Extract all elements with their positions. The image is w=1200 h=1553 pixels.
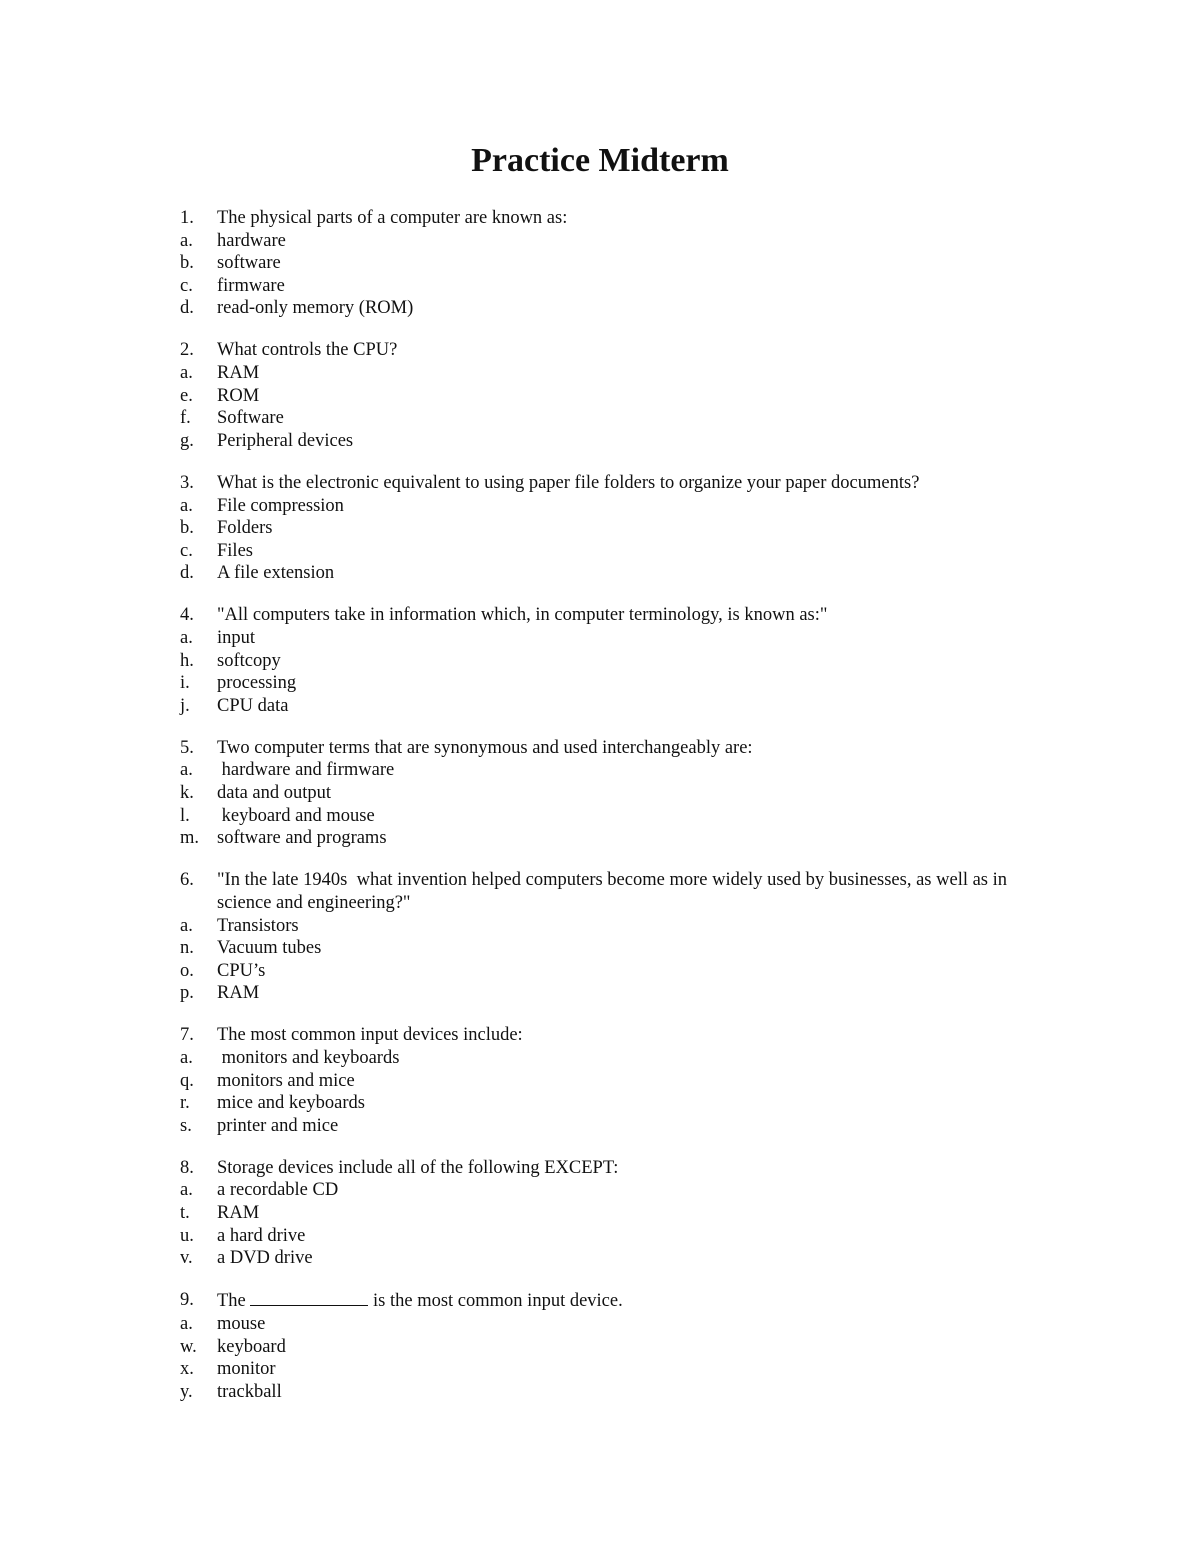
option-letter: w. bbox=[180, 1336, 197, 1357]
answer-option bbox=[180, 1092, 1060, 1115]
option-text: a recordable CD bbox=[217, 1180, 339, 1201]
option-letter: v. bbox=[180, 1248, 193, 1269]
answer-option bbox=[180, 650, 1060, 673]
answer-option bbox=[180, 982, 1060, 1005]
option-letter: y. bbox=[180, 1381, 193, 1402]
option-letter: f. bbox=[180, 408, 191, 429]
option-text: Peripheral devices bbox=[217, 430, 354, 451]
answer-option bbox=[180, 275, 1060, 298]
answer-option bbox=[180, 495, 1060, 518]
question-stem bbox=[180, 1024, 1060, 1047]
answer-option bbox=[180, 915, 1060, 938]
question-4 bbox=[180, 604, 1060, 717]
question-text: The most common input devices include: bbox=[217, 1025, 523, 1046]
question-number: 6. bbox=[180, 870, 194, 891]
option-text: Software bbox=[217, 408, 284, 429]
option-letter: p. bbox=[180, 983, 194, 1004]
option-letter: a. bbox=[180, 1048, 193, 1068]
option-text: keyboard and mouse bbox=[217, 805, 375, 826]
option-letter: i. bbox=[180, 673, 190, 694]
question-7 bbox=[180, 1024, 1060, 1137]
question-text: Two computer terms that are synonymous and used interchangeably are: bbox=[217, 737, 753, 758]
option-letter: c. bbox=[180, 540, 193, 561]
option-text: software and programs bbox=[217, 828, 387, 849]
answer-option bbox=[180, 827, 1060, 850]
option-text: RAM bbox=[217, 983, 260, 1004]
option-letter: e. bbox=[180, 385, 193, 406]
option-letter: s. bbox=[180, 1115, 192, 1136]
answer-option bbox=[180, 385, 1060, 408]
answer-option bbox=[180, 1247, 1060, 1270]
option-text: File compression bbox=[217, 495, 344, 516]
option-letter: c. bbox=[180, 275, 193, 296]
answer-option bbox=[180, 230, 1060, 253]
answer-option bbox=[180, 1202, 1060, 1225]
question-text-before-blank: The bbox=[217, 1291, 251, 1312]
option-text: RAM bbox=[217, 1203, 260, 1224]
option-letter: a. bbox=[180, 628, 193, 648]
question-text: "In the late 1940s what invention helped computers become more widely used by businesses, as well as in science and engineering?" bbox=[217, 870, 1012, 913]
question-stem bbox=[180, 1289, 1060, 1313]
option-letter: d. bbox=[180, 563, 194, 584]
question-number: 7. bbox=[180, 1025, 194, 1046]
question-number: 8. bbox=[180, 1157, 194, 1178]
option-text: input bbox=[217, 628, 256, 648]
question-1 bbox=[180, 207, 1060, 320]
option-letter: b. bbox=[180, 518, 194, 539]
option-text: Files bbox=[217, 540, 253, 561]
question-list bbox=[180, 207, 1060, 1423]
option-text: Transistors bbox=[217, 915, 299, 936]
question-stem bbox=[180, 472, 1060, 495]
option-letter: r. bbox=[180, 1093, 190, 1114]
question-number: 1. bbox=[180, 208, 194, 228]
question-text-after-blank: is the most common input device. bbox=[368, 1291, 623, 1312]
answer-option bbox=[180, 407, 1060, 430]
option-text: read-only memory (ROM) bbox=[217, 298, 414, 319]
answer-option bbox=[180, 1070, 1060, 1093]
option-letter: t. bbox=[180, 1203, 190, 1224]
answer-option bbox=[180, 517, 1060, 540]
option-letter: a. bbox=[180, 230, 193, 251]
option-letter: l. bbox=[180, 805, 190, 826]
option-text: softcopy bbox=[217, 650, 281, 671]
answer-option bbox=[180, 540, 1060, 563]
option-text: Folders bbox=[217, 518, 273, 539]
option-text: a DVD drive bbox=[217, 1248, 313, 1269]
answer-option bbox=[180, 297, 1060, 320]
question-number: 9. bbox=[180, 1290, 194, 1311]
option-text: ROM bbox=[217, 385, 260, 406]
question-stem bbox=[180, 1157, 1060, 1180]
answer-option bbox=[180, 627, 1060, 650]
option-text: monitor bbox=[217, 1359, 276, 1380]
option-letter: o. bbox=[180, 960, 194, 981]
option-text: processing bbox=[217, 673, 297, 694]
option-text: printer and mice bbox=[217, 1115, 339, 1136]
question-number: 3. bbox=[180, 472, 194, 493]
option-letter: a. bbox=[180, 363, 193, 384]
answer-option bbox=[180, 805, 1060, 828]
option-letter: a. bbox=[180, 495, 193, 516]
question-number: 5. bbox=[180, 737, 194, 758]
answer-option bbox=[180, 362, 1060, 385]
answer-option bbox=[180, 1179, 1060, 1202]
option-text: trackball bbox=[217, 1381, 282, 1402]
question-8 bbox=[180, 1157, 1060, 1270]
fill-in-blank bbox=[250, 1289, 368, 1306]
option-text: CPU data bbox=[217, 695, 289, 716]
answer-option bbox=[180, 960, 1060, 983]
question-text: The physical parts of a computer are known as: bbox=[217, 208, 568, 228]
option-letter: k. bbox=[180, 783, 194, 804]
option-text: RAM bbox=[217, 363, 260, 384]
option-letter: u. bbox=[180, 1225, 194, 1246]
option-letter: a. bbox=[180, 915, 193, 936]
option-letter: h. bbox=[180, 650, 194, 671]
answer-option bbox=[180, 759, 1060, 782]
answer-option bbox=[180, 1047, 1060, 1070]
question-stem bbox=[180, 339, 1060, 362]
option-text: monitors and mice bbox=[217, 1070, 355, 1091]
option-letter: n. bbox=[180, 938, 194, 959]
question-text: What controls the CPU? bbox=[217, 340, 398, 361]
answer-option bbox=[180, 1115, 1060, 1138]
question-stem bbox=[180, 604, 1060, 627]
question-stem bbox=[180, 207, 1060, 230]
option-letter: m. bbox=[180, 828, 200, 849]
question-text: Storage devices include all of the following EXCEPT: bbox=[217, 1157, 619, 1178]
option-letter: a. bbox=[180, 1180, 193, 1201]
answer-option bbox=[180, 1336, 1060, 1359]
question-text: "All computers take in information which, in computer terminology, is known as:" bbox=[217, 605, 828, 626]
answer-option bbox=[180, 937, 1060, 960]
question-text bbox=[217, 1289, 1060, 1313]
option-letter: b. bbox=[180, 253, 194, 274]
answer-option bbox=[180, 695, 1060, 718]
answer-option bbox=[180, 672, 1060, 695]
option-letter: d. bbox=[180, 298, 194, 319]
option-text: data and output bbox=[217, 783, 332, 804]
question-number: 2. bbox=[180, 340, 194, 361]
question-number: 4. bbox=[180, 605, 194, 626]
question-2 bbox=[180, 339, 1060, 452]
question-stem bbox=[180, 869, 1060, 914]
answer-option bbox=[180, 1225, 1060, 1248]
question-text: What is the electronic equivalent to using paper file folders to organize your paper documents? bbox=[217, 472, 920, 493]
answer-option bbox=[180, 1313, 1060, 1336]
option-text: a hard drive bbox=[217, 1225, 306, 1246]
option-text: firmware bbox=[217, 275, 285, 296]
option-letter: x. bbox=[180, 1359, 194, 1380]
option-text: hardware and firmware bbox=[217, 760, 395, 781]
option-text: hardware bbox=[217, 230, 286, 251]
question-9 bbox=[180, 1289, 1060, 1403]
answer-option bbox=[180, 562, 1060, 585]
question-6 bbox=[180, 869, 1060, 1005]
option-text: A file extension bbox=[217, 563, 335, 584]
option-text: software bbox=[217, 253, 281, 274]
option-text: Vacuum tubes bbox=[217, 938, 322, 959]
option-letter: g. bbox=[180, 430, 194, 451]
question-5 bbox=[180, 737, 1060, 850]
option-text: mice and keyboards bbox=[217, 1093, 365, 1114]
option-text: CPU’s bbox=[217, 960, 266, 981]
question-stem bbox=[180, 737, 1060, 760]
answer-option bbox=[180, 782, 1060, 805]
option-letter: j. bbox=[180, 695, 190, 716]
option-letter: q. bbox=[180, 1070, 194, 1091]
option-text: mouse bbox=[217, 1313, 266, 1334]
option-letter: a. bbox=[180, 1313, 193, 1334]
document-title: Practice Midterm bbox=[471, 142, 729, 179]
question-3 bbox=[180, 472, 1060, 585]
option-letter: a. bbox=[180, 760, 193, 781]
answer-option bbox=[180, 1358, 1060, 1381]
option-text: monitors and keyboards bbox=[217, 1048, 400, 1068]
answer-option bbox=[180, 430, 1060, 453]
answer-option bbox=[180, 1381, 1060, 1404]
option-text: keyboard bbox=[217, 1336, 286, 1357]
answer-option bbox=[180, 252, 1060, 275]
